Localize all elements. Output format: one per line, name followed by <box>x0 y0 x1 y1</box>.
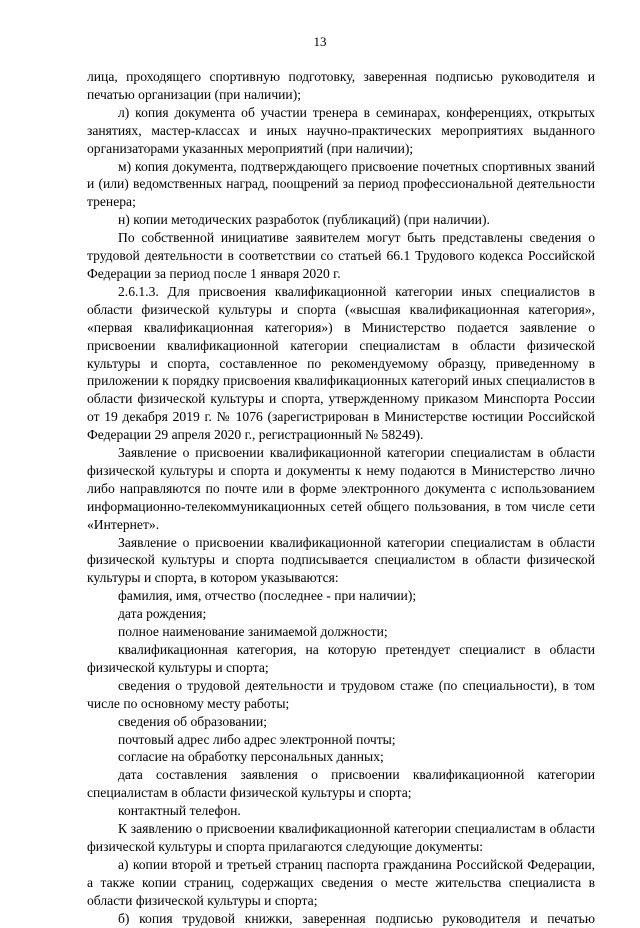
paragraph: сведения об образовании; <box>118 713 267 729</box>
paragraph: 2.6.1.3. Для присвоения квалификационной категории иных специалистов в области физической культуры и спорта («высшая квалификационная категория», «первая квалификационная категория») в Министерство подается заявление о присвоении квалификационной категории специалистам в области физической культуры и спорта, составленное по рекомендуемому образцу, приведенному в приложении к порядку присвоения квалификационных категорий иных специалистов в области физической культуры и спорта, утвержденному приказом Минспорта России от 19 декабря 2019 г. № 1076 (зарегистрирован в Министерстве юстиции Российской Федерации 29 апреля 2020 г., регистрационный № 58249). <box>87 283 595 443</box>
document-body <box>87 68 595 928</box>
paragraph: фамилия, имя, отчество (последнее - при наличии); <box>118 588 417 604</box>
paragraph: лица, проходящего спортивную подготовку, заверенная подписью руководителя и печатью организации (при наличии); <box>87 69 595 102</box>
paragraph: почтовый адрес либо адрес электронной почты; <box>118 731 396 747</box>
paragraph: контактный телефон. <box>118 803 241 819</box>
paragraph: сведения о трудовой деятельности и трудовом стаже (по специальности), в том числе по основному месту работы; <box>87 677 595 711</box>
paragraph: Заявление о присвоении квалификационной категории специалистам в области физической культуры и спорта подписывается специалистом в области физической культуры и спорта, в котором указываются: <box>87 534 595 586</box>
paragraph: дата рождения; <box>118 606 207 622</box>
paragraph: полное наименование занимаемой должности; <box>118 624 388 640</box>
page-number: 13 <box>313 34 327 49</box>
paragraph: дата составления заявления о присвоении квалификационной категории специалистам в области физической культуры и спорта; <box>87 767 595 801</box>
paragraph: К заявлению о присвоении квалификационной категории специалистам в области физической культуры и спорта прилагаются следующие документы: <box>87 821 595 854</box>
paragraph: л) копия документа об участии тренера в семинарах, конференциях, открытых занятиях, мастер-классах и иных научно-практических мероприятиях выданного организаторами указанных мероприятий (при наличии); <box>87 104 595 156</box>
paragraph: квалификационная категория, на которую претендует специалист в области физической культуры и спорта; <box>87 642 595 675</box>
paragraph: б) копия трудовой книжки, заверенная подписью руководителя и печатью <box>118 910 595 926</box>
paragraph: По собственной инициативе заявителем могут быть представлены сведения о трудовой деятельности в соответствии со статьей 66.1 Трудового кодекса Российской Федерации за период после 1 января 2020 г. <box>87 230 595 281</box>
paragraph: согласие на обработку персональных данных; <box>118 749 384 765</box>
paragraph: н) копии методических разработок (публикаций) (при наличии). <box>118 212 490 228</box>
paragraph: Заявление о присвоении квалификационной категории специалистам в области физической культуры и спорта и документы к нему подаются в Министерство лично либо направляются по почте или в форме электронного документа с использованием информационно-телекоммуникационных сетей общего пользования, в том числе сети «Интернет». <box>87 445 595 532</box>
paragraph: а) копии второй и третьей страниц паспорта гражданина Российской Федерации, а также копии страниц, содержащих сведения о месте жительства специалиста в области физической культуры и спорта; <box>87 856 595 908</box>
paragraph: м) копия документа, подтверждающего присвоение почетных спортивных званий и (или) ведомственных наград, поощрений за период профессиональной деятельности тренера; <box>87 158 595 210</box>
